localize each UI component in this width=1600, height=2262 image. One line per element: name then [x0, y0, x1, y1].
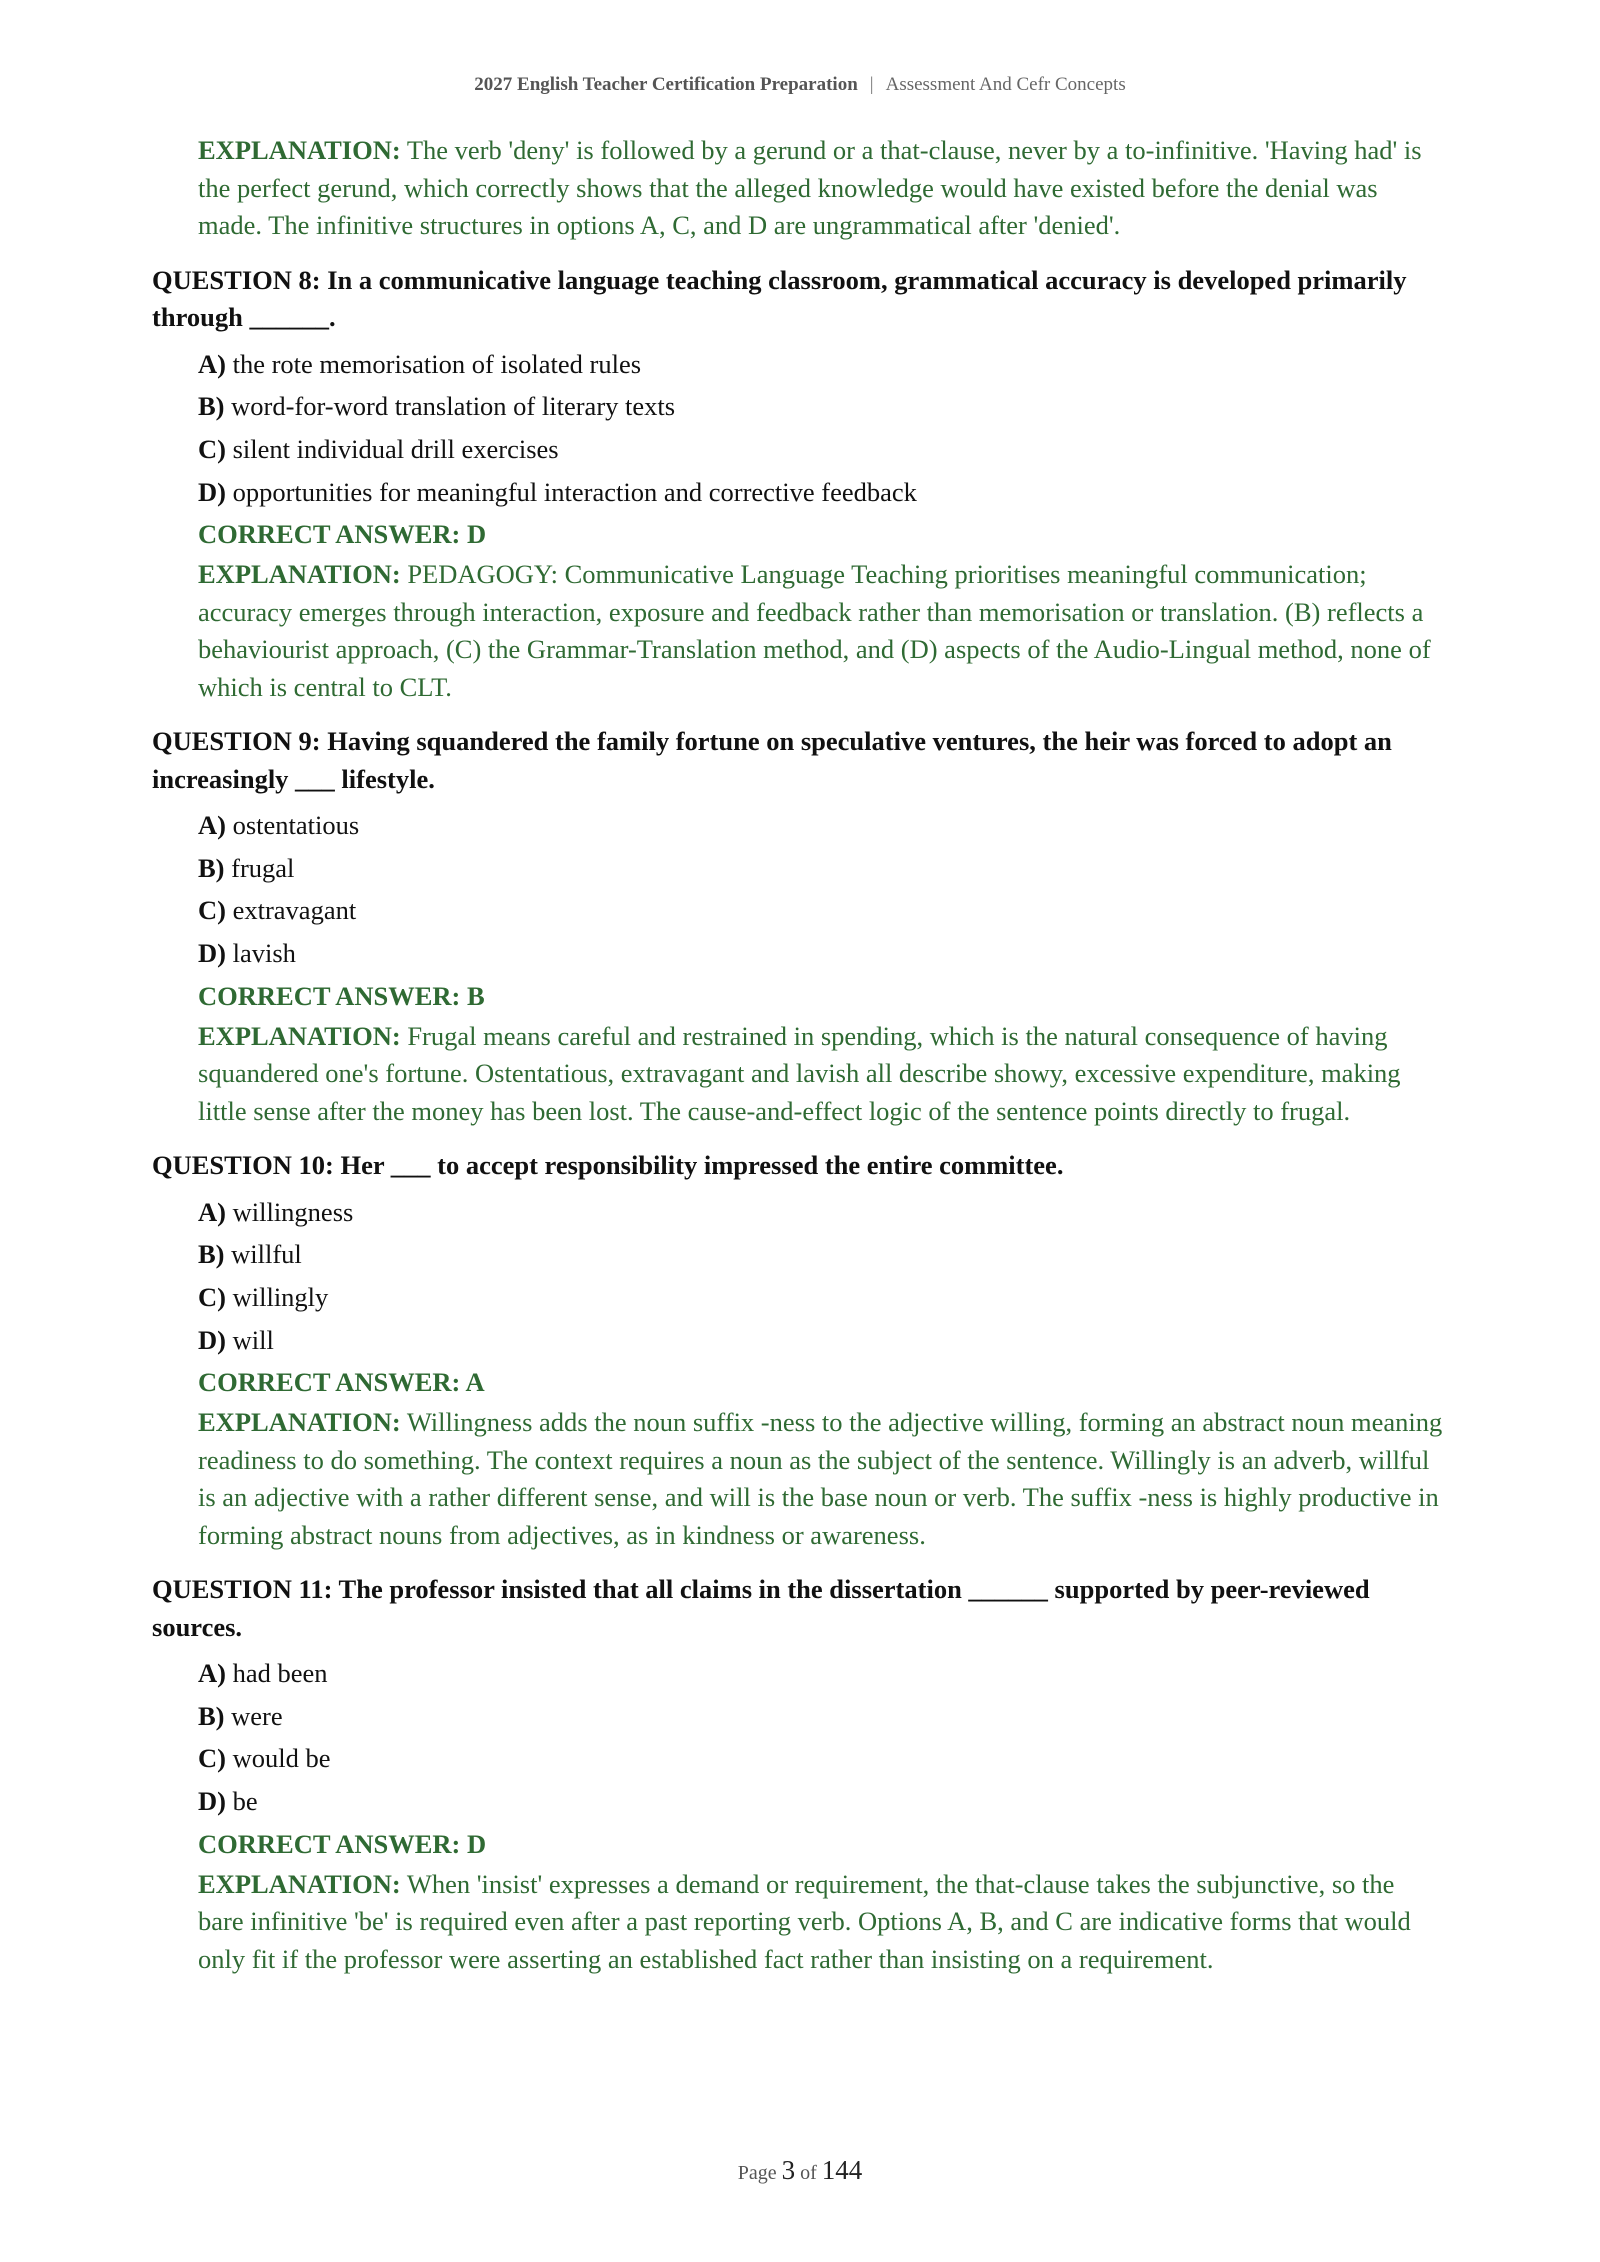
option-d [198, 1780, 1444, 1823]
option-key: C) [198, 895, 226, 926]
option-text: were [231, 1700, 283, 1731]
option-text: be [232, 1786, 258, 1817]
option-text: the rote memorisation of isolated rules [232, 348, 642, 379]
option-list [198, 1652, 1444, 1823]
option-key: A) [198, 810, 226, 841]
header-separator: | [869, 74, 874, 95]
option-text: willingness [232, 1196, 354, 1227]
option-b [198, 385, 1444, 428]
option-text: ostentatious [232, 810, 360, 841]
option-key: B) [198, 852, 225, 883]
correct-answer: CORRECT ANSWER: D [198, 1828, 487, 1859]
option-d [198, 1319, 1444, 1362]
option-text: extravagant [232, 895, 357, 926]
option-b [198, 847, 1444, 890]
option-key: D) [198, 1786, 226, 1817]
option-key: C) [198, 1281, 226, 1312]
option-b [198, 1695, 1444, 1738]
of-word: of [800, 2162, 817, 2184]
option-text: had been [232, 1658, 328, 1689]
option-text: would be [232, 1743, 331, 1774]
question-block-11 [152, 1571, 1444, 1978]
explanation-label: EXPLANATION: [198, 135, 401, 165]
option-a [198, 1652, 1444, 1695]
option-text: word-for-word translation of literary texts [231, 391, 676, 422]
option-text: silent individual drill exercises [232, 433, 559, 464]
correct-answer: CORRECT ANSWER: B [198, 980, 485, 1011]
explanation-q7 [198, 132, 1444, 245]
explanation-text: PEDAGOGY: Communicative Language Teaching prioritises meaningful communication; accuracy emerges through interaction, exposure and feedback rather than memorisation or translation. (B) reflects a behaviourist approach, (C) the Grammar-Translation method, and (D) aspects of the Audio-Lingual method, none of which is central to CLT. [198, 559, 1431, 702]
option-key: A) [198, 1196, 226, 1227]
running-header [0, 74, 1600, 96]
option-key: A) [198, 1658, 226, 1689]
option-key: B) [198, 1239, 225, 1270]
question-block-8 [152, 262, 1444, 707]
option-text: willingly [232, 1281, 329, 1312]
explanation [198, 1866, 1444, 1979]
header-section: Assessment And Cefr Concepts [885, 74, 1126, 95]
explanation-label: EXPLANATION: [198, 559, 401, 590]
option-a [198, 343, 1444, 386]
page-content [152, 132, 1444, 1978]
header-title: 2027 English Teacher Certification Preparation [474, 74, 858, 95]
explanation-label: EXPLANATION: [198, 1868, 401, 1899]
explanation-text: Willingness adds the noun suffix -ness to the adjective willing, forming an abstract noun meaning readiness to do something. The context requires a noun as the subject of the sentence. Willingly is an adverb, willful is an adjective with a rather different sense, and will is the base noun or verb. The suffix -ness is highly productive in forming abstract nouns from adjectives, as in kindness or awareness. [198, 1407, 1443, 1550]
explanation-label: EXPLANATION: [198, 1020, 401, 1051]
option-key: B) [198, 391, 225, 422]
option-list [198, 343, 1444, 514]
explanation-text: When 'insist' expresses a demand or requirement, the that-clause takes the subjunctive, so the bare infinitive 'be' is required even after a past reporting verb. Options A, B, and C are indicative forms that would only fit if the professor were asserting an established fact rather than insisting on a requirement. [198, 1868, 1411, 1974]
explanation [198, 1404, 1444, 1554]
question-title: QUESTION 8: In a communicative language teaching classroom, grammatical accuracy is developed primarily through ______. [152, 264, 1407, 332]
option-c [198, 889, 1444, 932]
option-key: D) [198, 938, 226, 969]
option-key: D) [198, 476, 226, 507]
option-text: willful [231, 1239, 302, 1270]
explanation [198, 556, 1444, 706]
current-page-number: 3 [781, 2155, 796, 2185]
option-list [198, 804, 1444, 975]
option-key: D) [198, 1324, 226, 1355]
explanation-text: Frugal means careful and restrained in spending, which is the natural consequence of having squandered one's fortune. Ostentatious, extravagant and lavish all describe showy, excessive expenditure, making little sense after the money has been lost. The cause-and-effect logic of the sentence points directly to frugal. [198, 1020, 1401, 1126]
explanation [198, 1018, 1444, 1131]
explanation-text: The verb 'deny' is followed by a gerund or a that-clause, never by a to-infinitive. 'Having had' is the perfect gerund, which correctly shows that the alleged knowledge would have existed before the denial was made. The infinitive structures in options A, C, and D are ungrammatical after 'denied'. [198, 135, 1422, 240]
option-a [198, 1191, 1444, 1234]
question-block-10 [152, 1147, 1444, 1554]
question-title: QUESTION 9: Having squandered the family fortune on speculative ventures, the heir was forced to adopt an increasingly ___ lifestyle. [152, 726, 1392, 794]
explanation-label: EXPLANATION: [198, 1407, 401, 1438]
page-word: Page [737, 2162, 777, 2184]
question-title: QUESTION 11: The professor insisted that all claims in the dissertation ______ supported by peer-reviewed sources. [152, 1574, 1370, 1642]
option-c [198, 1276, 1444, 1319]
option-c [198, 428, 1444, 471]
option-text: lavish [232, 938, 296, 969]
option-text: opportunities for meaningful interaction and corrective feedback [232, 476, 917, 507]
total-page-count: 144 [821, 2155, 863, 2185]
option-a [198, 804, 1444, 847]
option-d [198, 471, 1444, 514]
page-footer [0, 2155, 1600, 2186]
option-key: C) [198, 433, 226, 464]
option-key: B) [198, 1700, 225, 1731]
option-b [198, 1233, 1444, 1276]
option-d [198, 932, 1444, 975]
option-text: will [232, 1324, 274, 1355]
question-block-9 [152, 723, 1444, 1130]
option-list [198, 1191, 1444, 1362]
option-key: C) [198, 1743, 226, 1774]
question-title: QUESTION 10: Her ___ to accept responsibility impressed the entire committee. [152, 1150, 1064, 1181]
correct-answer: CORRECT ANSWER: A [198, 1367, 485, 1398]
correct-answer: CORRECT ANSWER: D [198, 519, 487, 550]
option-key: A) [198, 348, 226, 379]
option-c [198, 1737, 1444, 1780]
option-text: frugal [231, 852, 295, 883]
